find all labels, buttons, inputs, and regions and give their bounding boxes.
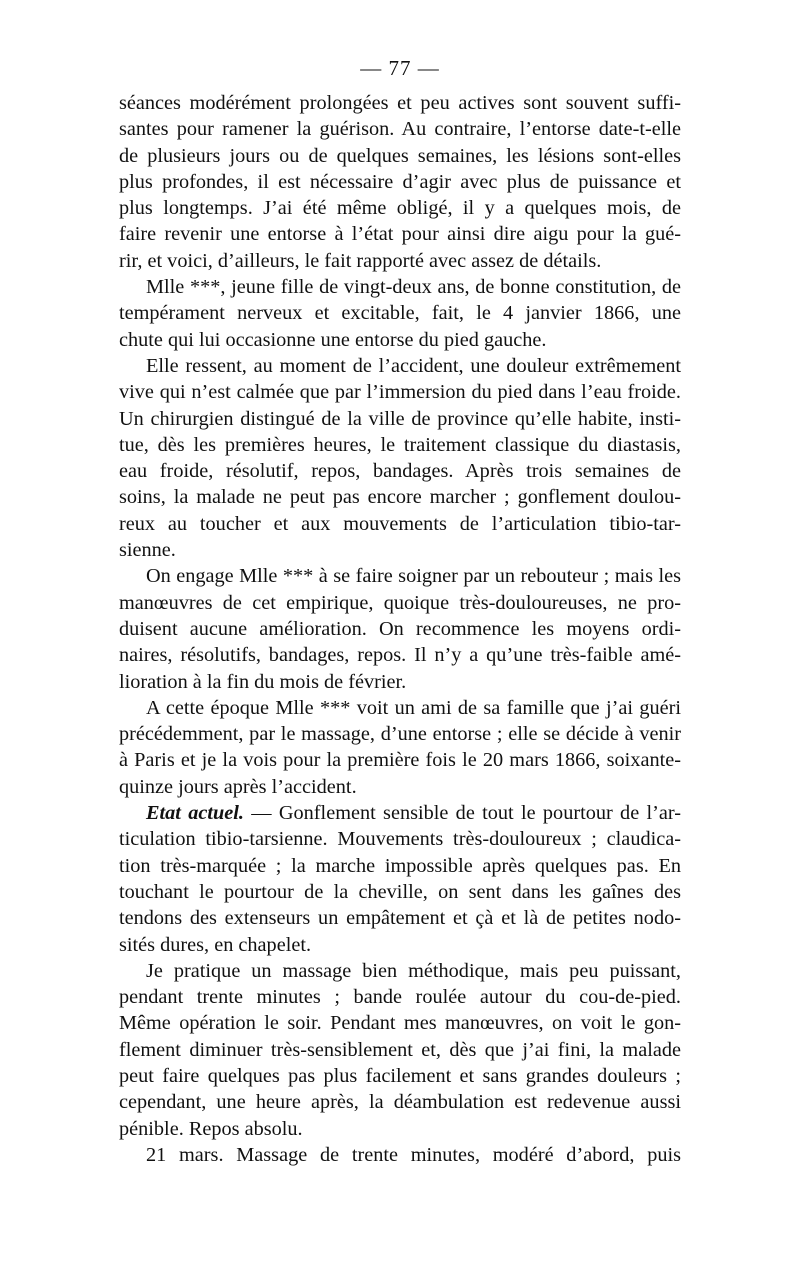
line-text: sités dures, en chapelet. — [119, 933, 312, 956]
line-text: tempérament nerveux et excitable, fait, le 4 janvier 1866, une — [119, 302, 681, 325]
line-text: sienne. — [119, 539, 176, 562]
line-text: cependant, une heure après, la déambulation est redevenue aussi — [119, 1091, 681, 1114]
text-line — [119, 1010, 681, 1036]
text-line — [119, 195, 681, 221]
text-line — [119, 327, 681, 353]
text-line — [119, 537, 681, 563]
line-text: à Paris et je la vois pour la première fois le 20 mars 1866, soixante- — [119, 749, 681, 772]
line-text: eau froide, résolutif, repos, bandages. Après trois semaines de — [119, 460, 681, 483]
text-line — [119, 90, 681, 116]
line-text: peut faire quelques pas plus facilement et sans grandes douleurs ; — [119, 1064, 681, 1087]
line-text: chute qui lui occasionne une entorse du pied gauche. — [119, 328, 547, 351]
page-number: — 77 — — [360, 56, 440, 80]
text-line — [119, 563, 681, 589]
text-line — [119, 642, 681, 668]
text-line — [119, 379, 681, 405]
line-text: manœuvres de cet empirique, quoique très-douloureuses, ne pro- — [119, 591, 681, 614]
line-text: 21 mars. Massage de trente minutes, modéré d’abord, puis — [146, 1143, 681, 1166]
text-line — [119, 1116, 681, 1142]
line-text: Même opération le soir. Pendant mes manœuvres, on voit le gon- — [119, 1012, 681, 1035]
line-text: tendons des extenseurs un empâtement et çà et là de petites nodo- — [119, 907, 681, 930]
text-line — [119, 353, 681, 379]
body-text — [119, 90, 681, 1168]
text-line — [119, 432, 681, 458]
line-text: vive qui n’est calmée que par l’immersion du pied dans l’eau froide. — [119, 381, 681, 404]
text-line — [119, 1063, 681, 1089]
text-line — [119, 484, 681, 510]
line-text: quinze jours après l’accident. — [119, 775, 357, 798]
line-text: précédemment, par le massage, d’une entorse ; elle se décide à venir — [119, 723, 681, 746]
text-line — [119, 1037, 681, 1063]
text-line — [119, 853, 681, 879]
line-text: plus longtemps. J’ai été même obligé, il y a quelques mois, de — [119, 197, 681, 220]
line-text: duisent aucune amélioration. On recommence les moyens ordi- — [119, 617, 681, 640]
line-text: reux au toucher et aux mouvements de l’articulation tibio-tar- — [119, 512, 681, 535]
text-line — [119, 800, 681, 826]
text-line — [119, 747, 681, 773]
line-text: touchant le pourtour de la cheville, on sent dans les gaînes des — [119, 880, 681, 903]
text-line — [119, 248, 681, 274]
line-text: faire revenir une entorse à l’état pour ainsi dire aigu pour la gué- — [119, 223, 681, 246]
text-line — [119, 958, 681, 984]
line-text: soins, la malade ne peut pas encore marcher ; gonflement doulou- — [119, 486, 681, 509]
text-line — [119, 406, 681, 432]
line-text: rir, et voici, d’ailleurs, le fait rapporté avec assez de détails. — [119, 249, 602, 272]
line-text: Elle ressent, au moment de l’accident, une douleur extrêmement — [146, 354, 681, 377]
line-text: naires, résolutifs, bandages, repos. Il n’y a qu’une très-faible amé- — [119, 644, 681, 667]
text-line — [119, 143, 681, 169]
line-text: Je pratique un massage bien méthodique, mais peu puissant, — [146, 959, 681, 982]
line-text: tue, dès les premières heures, le traitement classique du diastasis, — [119, 433, 681, 456]
section-heading: Etat actuel. — [146, 802, 244, 825]
text-line — [119, 879, 681, 905]
line-text: pénible. Repos absolu. — [119, 1117, 303, 1140]
text-line — [119, 669, 681, 695]
text-line — [119, 1089, 681, 1115]
line-text: tion très-marquée ; la marche impossible après quelques pas. En — [119, 854, 681, 877]
line-text: lioration à la fin du mois de février. — [119, 670, 407, 693]
text-line — [119, 511, 681, 537]
text-line — [119, 984, 681, 1010]
line-text: On engage Mlle *** à se faire soigner par un rebouteur ; mais les — [146, 565, 681, 588]
text-line — [119, 458, 681, 484]
line-text: flement diminuer très-sensiblement et, dès que j’ai fini, la malade — [119, 1038, 681, 1061]
text-line — [119, 826, 681, 852]
text-line — [119, 300, 681, 326]
line-text: séances modérément prolongées et peu actives sont souvent suffi- — [119, 92, 681, 114]
text-line — [119, 221, 681, 247]
line-text: santes pour ramener la guérison. Au contraire, l’entorse date-t-elle — [119, 118, 681, 141]
text-line — [119, 1142, 681, 1168]
text-line — [119, 695, 681, 721]
text-line — [119, 274, 681, 300]
text-line — [119, 169, 681, 195]
line-text: plus profondes, il est nécessaire d’agir avec plus de puissance et — [119, 170, 681, 193]
line-text: pendant trente minutes ; bande roulée autour du cou-de-pied. — [119, 986, 681, 1009]
text-line — [119, 932, 681, 958]
text-line — [119, 905, 681, 931]
line-text: Un chirurgien distingué de la ville de province qu’elle habite, insti- — [119, 407, 681, 430]
text-line — [119, 774, 681, 800]
text-line — [119, 721, 681, 747]
text-line — [119, 616, 681, 642]
line-text: — Gonflement sensible de tout le pourtour de l’ar- — [244, 802, 681, 825]
line-text: de plusieurs jours ou de quelques semaines, les lésions sont-elles — [119, 144, 681, 167]
line-text: ticulation tibio-tarsienne. Mouvements très-douloureux ; claudica- — [119, 828, 681, 851]
text-line — [119, 116, 681, 142]
text-line — [119, 590, 681, 616]
line-text: A cette époque Mlle *** voit un ami de sa famille que j’ai guéri — [146, 696, 681, 719]
line-text: Mlle ***, jeune fille de vingt-deux ans, de bonne constitution, de — [146, 276, 681, 299]
